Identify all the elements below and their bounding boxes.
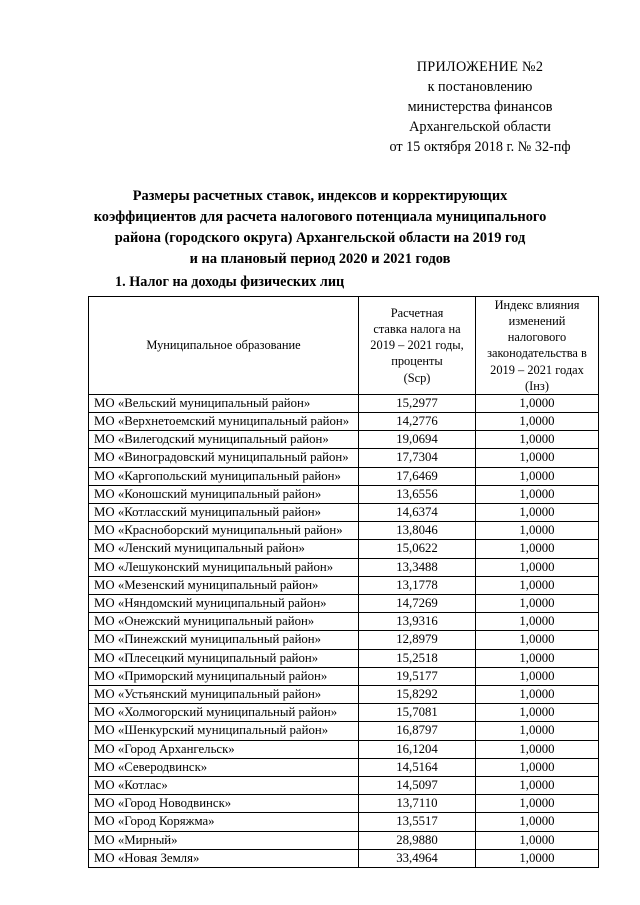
table-body <box>89 394 599 867</box>
rates-table-container <box>88 296 598 868</box>
table-row <box>89 740 599 758</box>
cell-index: 1,0000 <box>476 831 599 849</box>
cell-municipality: МО «Мирный» <box>89 831 359 849</box>
table-row <box>89 777 599 795</box>
cell-index: 1,0000 <box>476 449 599 467</box>
table-row <box>89 394 599 412</box>
table-row <box>89 412 599 430</box>
cell-index: 1,0000 <box>476 394 599 412</box>
section-heading-personal-income-tax: 1. Налог на доходы физических лиц <box>115 274 345 290</box>
cell-municipality: МО «Виноградовский муниципальный район» <box>89 449 359 467</box>
cell-rate: 16,1204 <box>359 740 476 758</box>
cell-rate: 19,0694 <box>359 431 476 449</box>
column-header-index-line-6: (Iнз) <box>525 378 549 393</box>
table-row <box>89 594 599 612</box>
cell-index: 1,0000 <box>476 631 599 649</box>
cell-rate: 15,0622 <box>359 540 476 558</box>
table-row <box>89 503 599 521</box>
rates-table <box>88 296 599 868</box>
cell-municipality: МО «Мезенский муниципальный район» <box>89 576 359 594</box>
cell-municipality: МО «Город Новодвинск» <box>89 795 359 813</box>
column-header-index-line-2: изменений <box>508 314 566 329</box>
cell-rate: 33,4964 <box>359 849 476 867</box>
table-row <box>89 704 599 722</box>
header-line-date-number: от 15 октября 2018 г. № 32-пф <box>389 138 571 155</box>
column-header-index-line-5: 2019 – 2021 годах <box>490 362 584 377</box>
cell-rate: 14,7269 <box>359 594 476 612</box>
cell-index: 1,0000 <box>476 558 599 576</box>
column-header-rate-line-1: Расчетная <box>390 306 444 321</box>
cell-municipality: МО «Вилегодский муниципальный район» <box>89 431 359 449</box>
cell-municipality: МО «Каргопольский муниципальный район» <box>89 467 359 485</box>
cell-index: 1,0000 <box>476 613 599 631</box>
cell-municipality: МО «Вельский муниципальный район» <box>89 394 359 412</box>
cell-rate: 15,2518 <box>359 649 476 667</box>
table-header-row <box>89 297 599 395</box>
cell-index: 1,0000 <box>476 813 599 831</box>
header-line-region: Архангельской области <box>409 118 551 135</box>
cell-rate: 12,8979 <box>359 631 476 649</box>
cell-rate: 19,5177 <box>359 667 476 685</box>
table-row <box>89 540 599 558</box>
title-line-1: Размеры расчетных ставок, индексов и корректирующих <box>132 188 508 204</box>
header-line-ministry: министерства финансов <box>407 98 553 115</box>
cell-index: 1,0000 <box>476 740 599 758</box>
table-row <box>89 431 599 449</box>
cell-municipality: МО «Шенкурский муниципальный район» <box>89 722 359 740</box>
column-header-rate-line-5: (Sср) <box>403 370 431 385</box>
table-row <box>89 667 599 685</box>
cell-rate: 14,5164 <box>359 758 476 776</box>
column-header-index-line-4: законодательства в <box>487 346 587 361</box>
cell-rate: 17,6469 <box>359 467 476 485</box>
column-header-index <box>476 297 599 395</box>
cell-rate: 14,2776 <box>359 412 476 430</box>
cell-municipality: МО «Плесецкий муниципальный район» <box>89 649 359 667</box>
cell-index: 1,0000 <box>476 412 599 430</box>
cell-municipality: МО «Пинежский муниципальный район» <box>89 631 359 649</box>
cell-rate: 13,5517 <box>359 813 476 831</box>
cell-rate: 17,7304 <box>359 449 476 467</box>
table-row <box>89 849 599 867</box>
cell-municipality: МО «Котласский муниципальный район» <box>89 503 359 521</box>
cell-municipality: МО «Приморский муниципальный район» <box>89 667 359 685</box>
cell-rate: 15,8292 <box>359 686 476 704</box>
table-row <box>89 522 599 540</box>
cell-municipality: МО «Онежский муниципальный район» <box>89 613 359 631</box>
cell-rate: 14,6374 <box>359 503 476 521</box>
title-line-3: района (городского округа) Архангельской области на 2019 год <box>114 230 526 247</box>
cell-rate: 13,8046 <box>359 522 476 540</box>
document-header-block <box>352 58 608 157</box>
column-header-rate <box>359 297 476 395</box>
table-header <box>89 297 599 395</box>
cell-municipality: МО «Верхнетоемский муниципальный район» <box>89 412 359 430</box>
table-row <box>89 831 599 849</box>
table-row <box>89 631 599 649</box>
table-row <box>89 576 599 594</box>
cell-rate: 13,7110 <box>359 795 476 813</box>
cell-rate: 15,7081 <box>359 704 476 722</box>
cell-index: 1,0000 <box>476 576 599 594</box>
table-row <box>89 613 599 631</box>
cell-rate: 15,2977 <box>359 394 476 412</box>
cell-index: 1,0000 <box>476 667 599 685</box>
table-row <box>89 686 599 704</box>
cell-index: 1,0000 <box>476 722 599 740</box>
document-title <box>62 186 578 270</box>
cell-index: 1,0000 <box>476 777 599 795</box>
table-row <box>89 758 599 776</box>
column-header-rate-line-2: ставка налога на <box>373 322 461 337</box>
cell-rate: 13,3488 <box>359 558 476 576</box>
cell-index: 1,0000 <box>476 758 599 776</box>
column-header-municipality <box>89 297 359 395</box>
title-line-2: коэффициентов для расчета налогового потенциала муниципального <box>93 209 547 226</box>
cell-rate: 13,1778 <box>359 576 476 594</box>
cell-index: 1,0000 <box>476 594 599 612</box>
cell-municipality: МО «Северодвинск» <box>89 758 359 776</box>
column-header-rate-line-3: 2019 – 2021 годы, <box>370 338 464 353</box>
cell-index: 1,0000 <box>476 849 599 867</box>
cell-index: 1,0000 <box>476 522 599 540</box>
cell-municipality: МО «Красноборский муниципальный район» <box>89 522 359 540</box>
table-row <box>89 649 599 667</box>
cell-index: 1,0000 <box>476 540 599 558</box>
table-row <box>89 813 599 831</box>
table-row <box>89 795 599 813</box>
cell-municipality: МО «Няндомский муниципальный район» <box>89 594 359 612</box>
cell-municipality: МО «Город Коряжма» <box>89 813 359 831</box>
cell-rate: 28,9880 <box>359 831 476 849</box>
column-header-index-line-3: налогового <box>507 330 567 345</box>
cell-index: 1,0000 <box>476 649 599 667</box>
table-row <box>89 485 599 503</box>
table-row <box>89 722 599 740</box>
cell-index: 1,0000 <box>476 431 599 449</box>
cell-municipality: МО «Новая Земля» <box>89 849 359 867</box>
column-header-rate-line-4: проценты <box>391 354 443 369</box>
column-header-municipality-line-1: Муниципальное образование <box>146 338 301 353</box>
cell-rate: 14,5097 <box>359 777 476 795</box>
cell-rate: 13,9316 <box>359 613 476 631</box>
cell-municipality: МО «Холмогорский муниципальный район» <box>89 704 359 722</box>
cell-index: 1,0000 <box>476 485 599 503</box>
cell-index: 1,0000 <box>476 503 599 521</box>
cell-municipality: МО «Ленский муниципальный район» <box>89 540 359 558</box>
cell-index: 1,0000 <box>476 795 599 813</box>
cell-municipality: МО «Коношский муниципальный район» <box>89 485 359 503</box>
column-header-index-line-1: Индекс влияния <box>494 298 580 312</box>
cell-municipality: МО «Котлас» <box>89 777 359 795</box>
header-line-appendix: ПРИЛОЖЕНИЕ №2 <box>416 59 544 75</box>
cell-index: 1,0000 <box>476 704 599 722</box>
cell-index: 1,0000 <box>476 686 599 704</box>
cell-municipality: МО «Устьянский муниципальный район» <box>89 686 359 704</box>
cell-municipality: МО «Город Архангельск» <box>89 740 359 758</box>
table-row <box>89 467 599 485</box>
table-row <box>89 558 599 576</box>
title-line-4: и на плановый период 2020 и 2021 годов <box>189 251 451 268</box>
cell-municipality: МО «Лешуконский муниципальный район» <box>89 558 359 576</box>
cell-index: 1,0000 <box>476 467 599 485</box>
table-row <box>89 449 599 467</box>
cell-rate: 16,8797 <box>359 722 476 740</box>
header-line-decree: к постановлению <box>427 78 533 95</box>
cell-rate: 13,6556 <box>359 485 476 503</box>
